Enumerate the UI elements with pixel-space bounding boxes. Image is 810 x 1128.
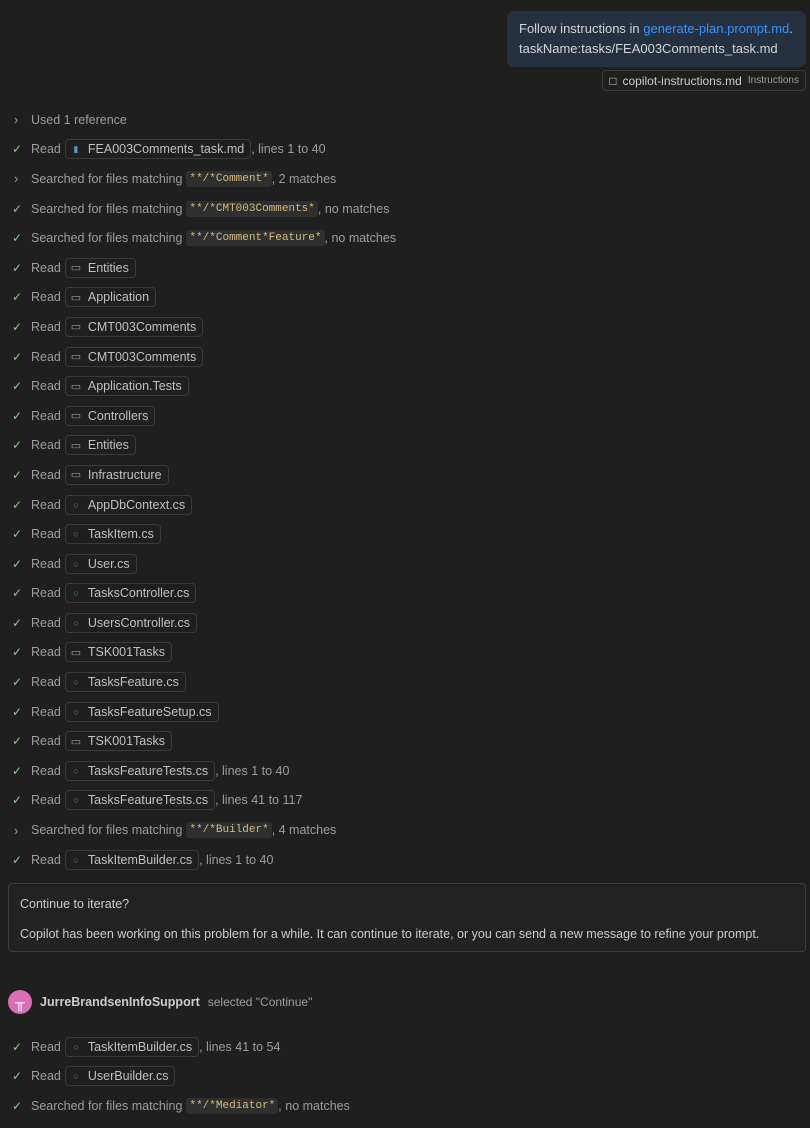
tool-step [0, 283, 810, 313]
tool-step [0, 312, 810, 342]
step-result: , lines 1 to 40 [251, 142, 326, 157]
step-label: Searched for files matching [31, 201, 183, 216]
file-name: TSK001Tasks [87, 734, 166, 749]
tool-steps-list [0, 105, 810, 874]
check-icon: ✓ [12, 201, 23, 216]
search-pattern: **/*Builder* [186, 822, 271, 838]
csharp-file-icon: ○ [73, 529, 79, 540]
attachment-kind: Instructions [747, 75, 799, 86]
step-label: Read [31, 438, 61, 453]
check-icon: ✓ [12, 260, 23, 275]
step-label: Read [31, 1039, 61, 1054]
search-pattern: **/*Comment*Feature* [186, 230, 324, 246]
file-name: UsersController.cs [87, 615, 191, 630]
file-reference-chip[interactable] [65, 139, 251, 159]
tool-step[interactable] [0, 815, 810, 845]
file-reference-chip[interactable] [65, 1066, 176, 1086]
check-icon: ✓ [12, 231, 23, 246]
file-name: UserBuilder.cs [87, 1069, 169, 1084]
markdown-file-icon: ▮ [73, 143, 79, 154]
file-reference-chip[interactable] [65, 347, 203, 367]
file-reference-chip[interactable] [65, 761, 215, 781]
csharp-file-icon: ○ [73, 1071, 79, 1082]
chevron-right-icon[interactable]: › [14, 112, 19, 128]
check-icon: ✓ [12, 1069, 23, 1084]
folder-icon: ▭ [70, 735, 82, 748]
file-reference-chip[interactable] [65, 317, 203, 337]
continue-title: Continue to iterate? [20, 897, 130, 911]
file-reference-chip[interactable] [65, 583, 196, 603]
tool-step [0, 638, 810, 668]
tool-step [0, 845, 810, 875]
step-label: Read [31, 349, 61, 364]
tool-step[interactable] [0, 105, 810, 135]
tool-step [0, 490, 810, 520]
avatar: ╥ [8, 990, 32, 1014]
tool-step [0, 667, 810, 697]
file-name: TasksFeatureTests.cs [87, 763, 209, 778]
check-icon: ✓ [12, 290, 23, 305]
step-label: Read [31, 675, 61, 690]
tool-step [0, 460, 810, 490]
step-label: Read [31, 704, 61, 719]
folder-icon: ▭ [70, 351, 82, 364]
csharp-file-icon: ○ [73, 499, 79, 510]
file-reference-chip[interactable] [65, 376, 189, 396]
file-reference-chip[interactable] [65, 642, 172, 662]
search-pattern: **/*CMT003Comments* [186, 201, 317, 217]
file-reference-chip[interactable] [65, 258, 136, 278]
step-label: Searched for files matching [31, 1098, 183, 1113]
csharp-file-icon: ○ [73, 765, 79, 776]
tool-step [0, 223, 810, 253]
file-reference-chip[interactable] [65, 554, 137, 574]
file-name: Entities [87, 438, 129, 453]
file-name: FEA003Comments_task.md [87, 142, 245, 157]
file-name: TasksController.cs [87, 586, 190, 601]
prompt-file-link[interactable]: generate-plan.prompt.md [643, 21, 790, 36]
step-label: Read [31, 467, 61, 482]
step-label: Used 1 reference [31, 112, 127, 127]
step-label: Read [31, 793, 61, 808]
check-icon: ✓ [12, 319, 23, 334]
check-icon: ✓ [12, 556, 23, 571]
check-icon: ✓ [12, 586, 23, 601]
tool-step [0, 342, 810, 372]
check-icon: ✓ [12, 349, 23, 364]
step-label: Read [31, 586, 61, 601]
file-name: Application [87, 290, 150, 305]
folder-icon: ▭ [70, 646, 82, 659]
user-name: JurreBrandsenInfoSupport [40, 995, 200, 1009]
tool-step [0, 756, 810, 786]
check-icon: ✓ [12, 467, 23, 482]
folder-icon: ▭ [70, 469, 82, 482]
step-label: Searched for files matching [31, 823, 183, 838]
check-icon: ✓ [12, 615, 23, 630]
step-label: Read [31, 379, 61, 394]
step-result: , lines 41 to 117 [215, 793, 303, 808]
step-label: Read [31, 290, 61, 305]
csharp-file-icon: ○ [73, 617, 79, 628]
step-result: , no matches [324, 231, 397, 246]
file-name: AppDbContext.cs [87, 497, 186, 512]
file-reference-chip[interactable] [65, 1037, 199, 1057]
tool-step [0, 519, 810, 549]
search-pattern: **/*Comment* [186, 171, 271, 187]
check-icon: ✓ [12, 438, 23, 453]
tool-step [0, 1032, 810, 1062]
file-name: Infrastructure [87, 467, 162, 482]
folder-icon: ▭ [70, 321, 82, 334]
csharp-file-icon: ○ [73, 1041, 79, 1052]
step-result: , 2 matches [271, 171, 337, 186]
check-icon: ✓ [12, 793, 23, 808]
folder-icon: ▭ [70, 439, 82, 452]
check-icon: ✓ [12, 852, 23, 867]
step-label: Read [31, 497, 61, 512]
step-label: Read [31, 852, 61, 867]
csharp-file-icon: ○ [73, 558, 79, 569]
step-label: Read [31, 734, 61, 749]
check-icon: ✓ [12, 379, 23, 394]
step-label: Read [31, 1069, 61, 1084]
csharp-file-icon: ○ [73, 677, 79, 688]
step-result: , lines 41 to 54 [199, 1039, 281, 1054]
csharp-file-icon: ○ [73, 854, 79, 865]
file-name: CMT003Comments [87, 349, 197, 364]
tool-step [0, 401, 810, 431]
check-icon: ✓ [12, 734, 23, 749]
tool-step [0, 135, 810, 165]
file-name: Application.Tests [87, 379, 182, 394]
check-icon: ✓ [12, 142, 23, 157]
continue-prompt-box [8, 883, 806, 952]
tool-step [0, 371, 810, 401]
file-name: TasksFeature.cs [87, 675, 179, 690]
csharp-file-icon: ○ [73, 706, 79, 717]
folder-icon: ▭ [70, 380, 82, 393]
file-name: TSK001Tasks [87, 645, 166, 660]
tool-step [0, 697, 810, 727]
check-icon: ✓ [12, 675, 23, 690]
check-icon: ✓ [12, 1098, 23, 1113]
user-action: selected "Continue" [207, 995, 313, 1009]
step-result: , lines 1 to 40 [215, 763, 290, 778]
file-name: User.cs [87, 556, 130, 571]
file-name: CMT003Comments [87, 319, 197, 334]
request-task-name: taskName:tasks/FEA003Comments_task.md [519, 41, 778, 56]
file-name: TaskItemBuilder.cs [87, 852, 193, 867]
step-label: Read [31, 319, 61, 334]
step-label: Read [31, 763, 61, 778]
file-reference-chip[interactable] [65, 702, 219, 722]
file-reference-chip[interactable] [65, 435, 136, 455]
folder-icon: ▭ [70, 291, 82, 304]
file-reference-chip[interactable] [65, 495, 192, 515]
request-text: Follow instructions in [519, 21, 644, 36]
bookmark-icon: □ [609, 73, 617, 88]
step-label: Read [31, 645, 61, 660]
check-icon: ✓ [12, 1039, 23, 1054]
check-icon: ✓ [12, 527, 23, 542]
file-name: TaskItemBuilder.cs [87, 1039, 193, 1054]
tool-step [0, 608, 810, 638]
tool-step [0, 253, 810, 283]
check-icon: ✓ [12, 408, 23, 423]
file-reference-chip[interactable] [65, 790, 215, 810]
step-label: Read [31, 615, 61, 630]
file-reference-chip[interactable] [65, 850, 199, 870]
tool-step [0, 786, 810, 816]
tool-step [0, 1062, 810, 1092]
step-label: Read [31, 408, 61, 423]
tool-step [0, 579, 810, 609]
tool-step [0, 431, 810, 461]
check-icon: ✓ [12, 645, 23, 660]
step-label: Searched for files matching [31, 231, 183, 246]
attachment-name: copilot-instructions.md [622, 73, 742, 88]
step-label: Searched for files matching [31, 171, 183, 186]
file-reference-chip[interactable] [65, 406, 155, 426]
chevron-right-icon[interactable]: › [14, 171, 19, 187]
folder-icon: ▭ [70, 410, 82, 423]
file-name: TasksFeatureSetup.cs [87, 704, 212, 719]
step-result: , no matches [278, 1098, 350, 1113]
file-reference-chip[interactable] [65, 672, 186, 692]
step-result: , no matches [317, 201, 390, 216]
search-pattern: **/*Mediator* [186, 1098, 278, 1114]
step-result: , lines 1 to 40 [199, 852, 274, 867]
file-reference-chip[interactable] [65, 613, 197, 633]
file-name: Entities [87, 260, 129, 275]
file-reference-chip[interactable] [65, 524, 161, 544]
user-request-bubble [507, 11, 806, 67]
tool-step [0, 726, 810, 756]
tool-step [0, 1091, 810, 1121]
folder-icon: ▭ [70, 262, 82, 275]
request-period: . [789, 21, 793, 36]
instructions-attachment[interactable] [602, 70, 806, 91]
tool-step[interactable] [0, 164, 810, 194]
csharp-file-icon: ○ [73, 588, 79, 599]
step-label: Read [31, 142, 61, 157]
step-result: , 4 matches [271, 823, 337, 838]
file-name: TasksFeatureTests.cs [87, 793, 209, 808]
file-reference-chip[interactable] [65, 465, 169, 485]
step-label: Read [31, 260, 61, 275]
file-reference-chip[interactable] [65, 731, 172, 751]
continue-message: Copilot has been working on this problem for a while. It can continue to iterate, or you can send a new message to refine your prompt. [20, 927, 760, 941]
file-name: TaskItem.cs [87, 527, 154, 542]
check-icon: ✓ [12, 763, 23, 778]
user-response [8, 990, 312, 1014]
tool-step [0, 549, 810, 579]
check-icon: ✓ [12, 704, 23, 719]
step-label: Read [31, 527, 61, 542]
tool-step [0, 194, 810, 224]
chevron-right-icon[interactable]: › [14, 822, 19, 838]
check-icon: ✓ [12, 497, 23, 512]
step-label: Read [31, 556, 61, 571]
file-name: Controllers [87, 408, 149, 423]
csharp-file-icon: ○ [73, 795, 79, 806]
file-reference-chip[interactable] [65, 287, 156, 307]
tool-steps-list-2 [0, 1032, 810, 1121]
